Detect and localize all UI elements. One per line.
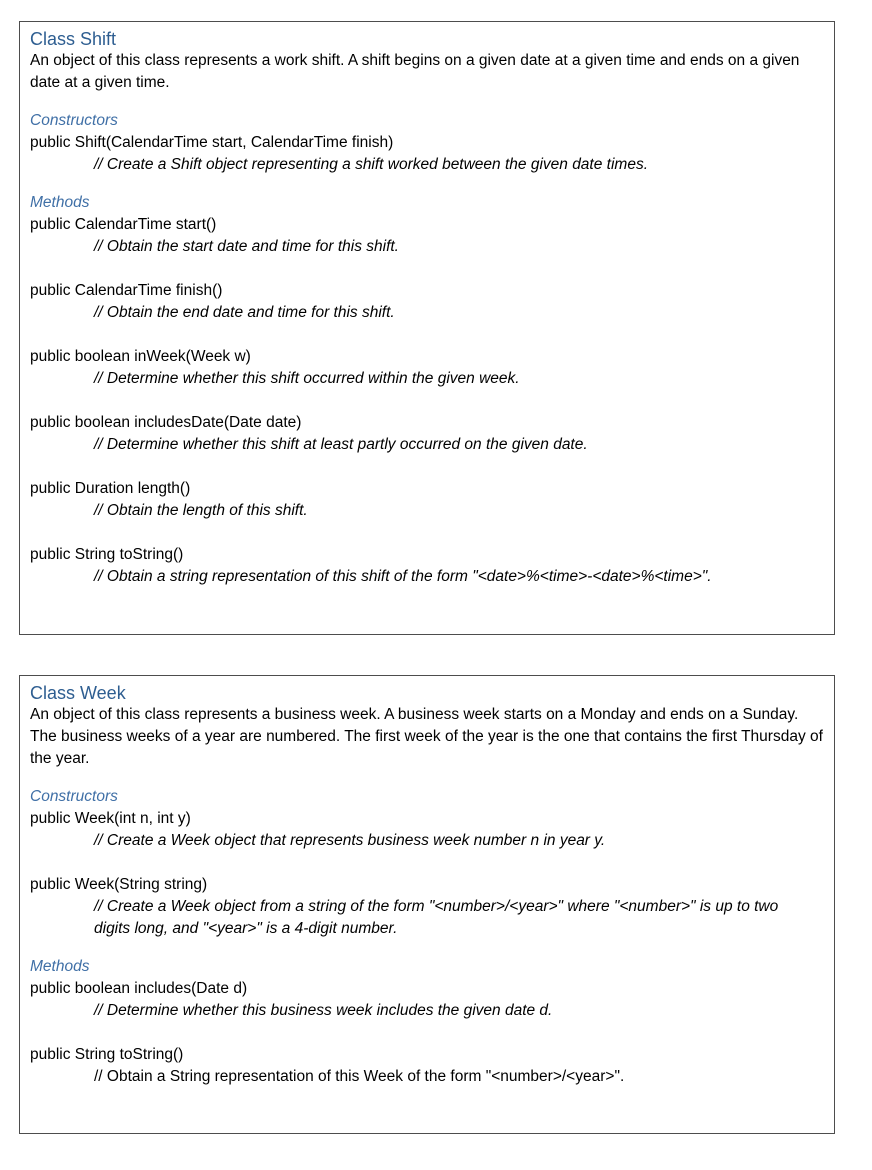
class-title: Class Week [30, 683, 126, 703]
class-description: An object of this class represents a work shift. A shift begins on a given date at a given time and ends on a given date at a given time. [30, 52, 800, 91]
method-signature: public String toString() [30, 546, 184, 563]
class-shift-box [19, 21, 835, 635]
methods-heading: Methods [30, 958, 90, 975]
class-description: An object of this class represents a business week. A business week starts on a Monday and ends on a Sunday. The business weeks of a year are numbered. The first week of the year is the one that contains the first Thursday of the year. [30, 706, 823, 767]
method-comment: // Obtain a String representation of this Week of the form "<number>/<year>". [94, 1068, 625, 1085]
constructor-signature: public Shift(CalendarTime start, CalendarTime finish) [30, 134, 394, 151]
constructor-signature: public Week(int n, int y) [30, 810, 191, 827]
method-comment: // Obtain the start date and time for this shift. [94, 238, 399, 255]
method-signature: public boolean includes(Date d) [30, 980, 248, 997]
constructors-heading: Constructors [30, 112, 118, 129]
constructors-heading: Constructors [30, 788, 118, 805]
method-signature: public boolean inWeek(Week w) [30, 348, 251, 365]
constructor-signature: public Week(String string) [30, 876, 208, 893]
class-week-box [19, 675, 835, 1134]
method-comment: // Obtain the length of this shift. [94, 502, 308, 519]
method-signature: public String toString() [30, 1046, 184, 1063]
method-signature: public CalendarTime start() [30, 216, 217, 233]
method-comment: // Determine whether this shift occurred within the given week. [94, 370, 520, 387]
class-title: Class Shift [30, 29, 117, 49]
method-comment: // Determine whether this business week includes the given date d. [94, 1002, 553, 1019]
methods-heading: Methods [30, 194, 90, 211]
constructor-comment: // Create a Week object that represents business week number n in year y. [94, 832, 606, 849]
constructor-comment: // Create a Shift object representing a shift worked between the given date times. [94, 156, 649, 173]
method-comment: // Obtain the end date and time for this shift. [94, 304, 395, 321]
constructor-comment: // Create a Week object from a string of the form "<number>/<year>" where "<number>" is up to two digits long, and "<year>" is a 4-digit number. [94, 898, 779, 937]
method-comment: // Determine whether this shift at least partly occurred on the given date. [94, 436, 588, 453]
method-signature: public CalendarTime finish() [30, 282, 223, 299]
method-comment: // Obtain a string representation of this shift of the form "<date>%<time>-<date>%<time>". [94, 568, 712, 585]
method-signature: public boolean includesDate(Date date) [30, 414, 302, 431]
method-signature: public Duration length() [30, 480, 191, 497]
